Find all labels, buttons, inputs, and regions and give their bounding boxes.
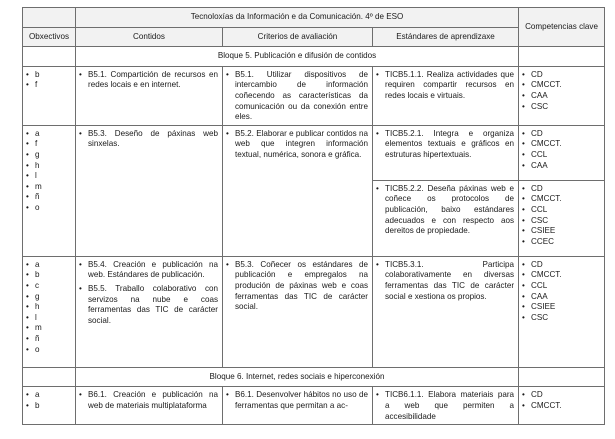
list-item: • TICB5.2.2. Deseña páxinas web e coñece os protocolos de publicación, baixo estándares adecuados e con respecto aos dereitos de propiedade.	[376, 184, 514, 237]
block-5-row	[23, 47, 605, 67]
list-item: • b	[26, 270, 71, 281]
list-item: • CCEC	[522, 237, 600, 248]
block-6-row	[23, 367, 605, 387]
standards-list	[376, 184, 514, 237]
list-item: • CAA	[522, 91, 600, 102]
objectives-list	[26, 129, 71, 214]
table-title-row	[23, 8, 605, 28]
table-row	[23, 256, 605, 367]
list-item: • ñ	[26, 192, 71, 203]
header-contents: Contidos	[76, 27, 223, 47]
list-item: • TICB5.1.1. Realiza actividades que requiren compartir recursos en redes locais e virtuais.	[376, 70, 514, 102]
list-item: • CSC	[522, 102, 600, 113]
header-criteria: Criterios de avaliación	[223, 27, 373, 47]
competences-list	[522, 184, 600, 248]
list-item: • CMCCT.	[522, 80, 600, 91]
list-item: • B5.3. Coñecer os estándares de publicación e empregalos na produción de páxinas web e coas ferramentas das TIC de carácter social.	[226, 260, 368, 313]
list-item: • CD	[522, 390, 600, 401]
list-item: • CSIEE	[522, 302, 600, 313]
table-row	[23, 66, 605, 125]
list-item: • c	[26, 281, 71, 292]
list-item: • f	[26, 80, 71, 91]
standards-list	[376, 390, 514, 422]
list-item: • B5.1. Utilizar dispositivos de intercambio de información coñecendo as características da comunicación ou da conexión entre eles.	[226, 70, 368, 123]
column-header-row	[23, 27, 605, 47]
list-item: • b	[26, 401, 71, 412]
list-item: • o	[26, 203, 71, 214]
list-item: • CD	[522, 260, 600, 271]
list-item: • a	[26, 390, 71, 401]
table-row	[23, 125, 605, 180]
list-item: • l	[26, 313, 71, 324]
list-item: • CMCCT.	[522, 194, 600, 205]
empty-corner-cell	[23, 8, 76, 28]
standards-list	[376, 129, 514, 161]
objectives-list	[26, 70, 71, 91]
list-item: • TICB5.2.1. Integra e organiza elementos textuais e gráficos en estruturas hipertextuais.	[376, 129, 514, 161]
list-item: • CCL	[522, 205, 600, 216]
empty-cell	[23, 367, 76, 387]
list-item: • g	[26, 150, 71, 161]
list-item: • B6.1. Creación e publicación na web de materiais multiplataforma	[79, 390, 218, 411]
list-item: • CD	[522, 129, 600, 140]
curriculum-table	[22, 7, 605, 425]
list-item: • CSC	[522, 313, 600, 324]
contents-list	[79, 129, 218, 150]
list-item: • a	[26, 260, 71, 271]
list-item: • f	[26, 139, 71, 150]
criteria-list	[226, 129, 368, 161]
list-item: • CAA	[522, 161, 600, 172]
list-item: • l	[26, 171, 71, 182]
list-item: • CCL	[522, 150, 600, 161]
list-item: • B5.1. Compartición de recursos en redes locais e en internet.	[79, 70, 218, 91]
block-5-title: Bloque 5. Publicación e difusión de contidos	[76, 47, 519, 67]
header-standards: Estándares de aprendizaxe	[373, 27, 519, 47]
criteria-list	[226, 260, 368, 313]
list-item: • CCL	[522, 281, 600, 292]
list-item: • CSIEE	[522, 226, 600, 237]
list-item: • CSC	[522, 216, 600, 227]
list-item: • B5.3. Deseño de páxinas web sinxelas.	[79, 129, 218, 150]
criteria-list	[226, 70, 368, 123]
standards-list	[376, 260, 514, 302]
list-item: • B5.2. Elaborar e publicar contidos na web que integren información textual, numérica, sonora e gráfica.	[226, 129, 368, 161]
list-item: • CMCCT.	[522, 401, 600, 412]
list-item: • CMCCT.	[522, 270, 600, 281]
list-item: • B5.5. Traballo colaborativo con servizos na nube e coas ferramentas das TIC de carácter social.	[79, 284, 218, 326]
competences-list	[522, 129, 600, 171]
list-item: • CD	[522, 184, 600, 195]
table-row	[23, 387, 605, 425]
competences-list	[522, 70, 600, 112]
list-item: • CAA	[522, 292, 600, 303]
list-item: • h	[26, 302, 71, 313]
list-item: • a	[26, 129, 71, 140]
list-item: • h	[26, 161, 71, 172]
table-title: Tecnoloxías da Información e da Comunicación. 4º de ESO	[76, 8, 519, 28]
competences-list	[522, 390, 600, 411]
list-item: • m	[26, 323, 71, 334]
standards-list	[376, 70, 514, 102]
contents-list	[79, 390, 218, 411]
list-item: • b	[26, 70, 71, 81]
block-6-title: Bloque 6. Internet, redes sociais e hiperconexión	[76, 367, 519, 387]
objectives-list	[26, 390, 71, 411]
empty-cell	[23, 47, 76, 67]
list-item: • CD	[522, 70, 600, 81]
list-item: • B6.1. Desenvolver hábitos no uso de ferramentas que permitan a ac-	[226, 390, 368, 411]
header-competences: Competencias clave	[519, 8, 605, 47]
contents-list	[79, 70, 218, 91]
list-item: • CMCCT.	[522, 139, 600, 150]
empty-cell	[519, 47, 605, 67]
objectives-list	[26, 260, 71, 355]
list-item: • m	[26, 182, 71, 193]
list-item: • B5.4. Creación e publicación na web. Estándares de publicación.	[79, 260, 218, 281]
list-item: • o	[26, 345, 71, 356]
list-item: • TICB6.1.1. Elabora materiais para a web que permiten a accesibilidade	[376, 390, 514, 422]
list-item: • TICB5.3.1. Participa colaborativamente en diversas ferramentas das TIC de carácter social e xestiona os propios.	[376, 260, 514, 302]
header-objectives: Obxectivos	[23, 27, 76, 47]
list-item: • g	[26, 292, 71, 303]
contents-list	[79, 260, 218, 327]
list-item: • ñ	[26, 334, 71, 345]
competences-list	[522, 260, 600, 324]
empty-cell	[519, 367, 605, 387]
criteria-list	[226, 390, 368, 411]
